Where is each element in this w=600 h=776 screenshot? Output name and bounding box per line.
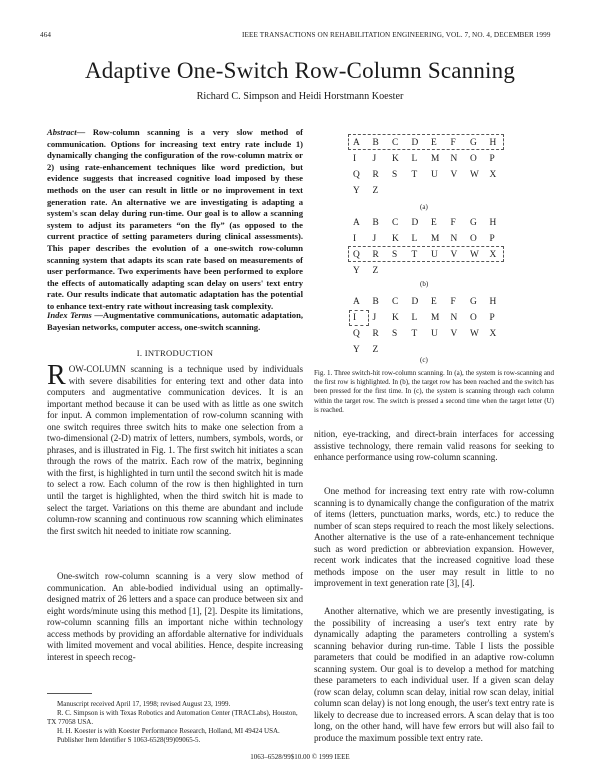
matrix-cell: E bbox=[431, 297, 437, 307]
matrix-cell: W bbox=[470, 250, 479, 260]
footnote-author-2: H. H. Koester is with Koester Performance Research, Holland, MI 49424 USA. bbox=[57, 727, 280, 736]
matrix-cell: P bbox=[489, 313, 495, 323]
page-number: 464 bbox=[40, 31, 52, 39]
matrix-cell: A bbox=[353, 138, 360, 148]
matrix-cell: R bbox=[372, 170, 379, 180]
matrix-cell: U bbox=[431, 329, 438, 339]
matrix-c bbox=[353, 294, 509, 358]
matrix-cell: S bbox=[392, 329, 398, 339]
right-paragraph-1: nition, eye-tracking, and direct-brain interfaces for accessing assistive technology, there remain valid reasons for seeking to enhance performance using row-column scanning. bbox=[314, 429, 554, 463]
matrix-row bbox=[353, 183, 509, 199]
footnotes bbox=[47, 700, 303, 745]
matrix-cell: V bbox=[450, 250, 458, 260]
matrix-cell: B bbox=[372, 297, 379, 307]
matrix-cell: C bbox=[392, 138, 399, 148]
matrix-cell: T bbox=[411, 329, 418, 339]
paper-title: Adaptive One-Switch Row-Column Scanning bbox=[84, 58, 516, 83]
author-line: Richard C. Simpson and Heidi Horstmann Koester bbox=[196, 91, 404, 102]
matrix-cell: Q bbox=[353, 170, 360, 180]
drop-cap: R bbox=[47, 360, 66, 391]
matrix-cell: G bbox=[470, 218, 477, 228]
footnote-rule bbox=[47, 693, 92, 694]
matrix-cell: I bbox=[353, 234, 357, 244]
matrix-cell: M bbox=[431, 154, 440, 164]
matrix-cell: V bbox=[450, 329, 458, 339]
matrix-cell: K bbox=[392, 234, 399, 244]
matrix-cell: H bbox=[489, 218, 497, 228]
copyright-line: 1063–6528/99$10.00 © 1999 IEEE bbox=[250, 753, 350, 761]
abstract-body: Row-column scanning is a very slow method of communication. Options for increasing text entry rate include 1) dynamically changing the configuration of the row-column matrix or 2) using rate-enhancement techniques like word prediction, but evidence suggests that increased cognitive load imposed by these methods on the user can result in little or no improvement in text generation rate. An alternative we are investigating is adapting a system's scan delay during run-time. Our goal is to allow a scanning system to adjust its parameters “on the fly” (as opposed to the current practice of setting parameters during clinical assessments). This paper describes the evolution of a one-switch row-column scanning system that adapts its scan rate based on measurements of user performance. Two experiments have been performed to explore the effects of automatically adapting scan delay on users' text entry rate. Our results indicate that automatic adaptation has the potential to enhance text-entry rate without increasing task complexity. bbox=[47, 127, 303, 311]
figure-label-a: (a) bbox=[420, 203, 428, 211]
footnote-author-1: R. C. Simpson is with Texas Robotics and Automation Center (TRACLabs), Houston, TX 77058 USA. bbox=[47, 709, 298, 727]
matrix-cell: X bbox=[489, 329, 497, 339]
matrix-cell: U bbox=[431, 250, 438, 260]
matrix-cell: M bbox=[431, 234, 440, 244]
matrix-cell: H bbox=[489, 297, 497, 307]
matrix-cell: R bbox=[372, 250, 379, 260]
figure-label-b: (b) bbox=[420, 280, 429, 288]
matrix-cell: Y bbox=[353, 345, 360, 355]
right-paragraph-2: One method for increasing text entry rate with row-column scanning is to dynamically change the configuration of the matrix of items (letters, punctuation marks, words, etc.) to reduce the number of scan steps required to reach the most likely selections. Another alternative is the use of a rate-enhancement technique such as word prediction or abbreviation expansion. However, recent work indicates that the increased cognitive load these methods impose on the user may result in little to no improvement in text generation rate [3], [4]. bbox=[314, 486, 554, 589]
index-terms-body: —Augmentative communications, automatic adaptation, Bayesian networks, computer access, one-switch scanning. bbox=[47, 310, 303, 332]
matrix-cell: R bbox=[372, 329, 379, 339]
matrix-cell: L bbox=[411, 234, 418, 244]
intro-paragraph-1 bbox=[47, 360, 303, 537]
matrix-cell: Y bbox=[353, 186, 360, 196]
abstract bbox=[47, 127, 303, 313]
matrix-cell: F bbox=[450, 297, 456, 307]
intro-paragraph-2: One-switch row-column scanning is a very slow method of communication. An able-bodied individual using an optimally-designed matrix of 26 letters and a space can produce between six and eight words/minute using this method [1], [2]. Despite its limitations, row-column scanning fills an important niche within technology access methods by providing an affordable alternative for individuals with limited movement and vocal abilities. Hence, despite increasing interest in speech recog- bbox=[47, 571, 303, 662]
matrix-cell: W bbox=[470, 329, 479, 339]
matrix-cell: O bbox=[470, 154, 477, 164]
matrix-row bbox=[353, 342, 509, 358]
matrix-cell: Z bbox=[372, 266, 379, 276]
matrix-cell: Y bbox=[353, 266, 360, 276]
matrix-cell: D bbox=[411, 138, 419, 148]
matrix-cell: J bbox=[372, 234, 377, 244]
matrix-cell: B bbox=[372, 138, 379, 148]
section-heading: I. INTRODUCTION bbox=[136, 348, 214, 358]
matrix-cell: A bbox=[353, 297, 360, 307]
matrix-row bbox=[353, 263, 509, 279]
intro-paragraph-1-text: OW-COLUMN scanning is a technique used by individuals with severe disabilities for entering text and other data into computers and augmentative communication devices. It is an important method because it can be used with as little as one switch for input. A common implementation of row-column scanning with one switch requires three switch hits to make one selection from a two-dimensional (2-D) matrix of letters, numbers, symbols, words, or phrases, and is illustrated in Fig. 1. The first switch hit initiates a scan through the rows of the matrix. Each row of the matrix, beginning with the first, is highlighted in turn until the second switch hit is made to select a row. Each column of the row is then highlighted in turn until the target is highlighted, when the third switch hit is made to select the target. Variations on this theme are abundant and include column-row scanning and continuous row scanning which eliminates the first switch hit needed to initiate row scanning. bbox=[47, 364, 303, 536]
index-terms-lead: Index Terms bbox=[47, 310, 92, 320]
row-highlight-a bbox=[348, 134, 504, 150]
matrix-cell: X bbox=[489, 170, 497, 180]
matrix-cell: H bbox=[489, 138, 497, 148]
right-paragraph-3: Another alternative, which we are presently investigating, is the possibility of increasing a user's text entry rate by dynamically adapting the parameters controlling a system's scanning behavior during run-time. Table I lists the possible parameters that could be modified in an adaptive row-column scanning system. Our goal is to develop a method for matching these parameters to each individual user. If a given scan delay (row scan delay, column scan delay, initial row scan delay, initial column scan delay) is not long enough, the user's text entry rate is likely to decrease due to increased errors. A scan delay that is too long, on the other hand, will have few errors but will also fail to produce the maximum possible text entry rate. bbox=[314, 606, 554, 744]
matrix-cell: Q bbox=[353, 329, 360, 339]
matrix-cell: N bbox=[450, 234, 458, 244]
matrix-cell: S bbox=[392, 250, 398, 260]
matrix-cell: X bbox=[489, 250, 497, 260]
matrix-cell: Q bbox=[353, 250, 360, 260]
journal-header: IEEE TRANSACTIONS ON REHABILITATION ENGINEERING, VOL. 7, NO. 4, DECEMBER 1999 bbox=[242, 31, 551, 39]
matrix-cell: E bbox=[431, 218, 437, 228]
matrix-cell: O bbox=[470, 313, 477, 323]
matrix-cell: G bbox=[470, 138, 477, 148]
matrix-cell: J bbox=[372, 154, 377, 164]
matrix-cell: I bbox=[353, 154, 357, 164]
matrix-cell: P bbox=[489, 234, 495, 244]
matrix-cell: G bbox=[470, 297, 477, 307]
matrix-cell: T bbox=[411, 170, 418, 180]
matrix-cell: T bbox=[411, 250, 418, 260]
matrix-row bbox=[353, 310, 509, 326]
matrix-cell: L bbox=[411, 154, 418, 164]
matrix-cell: N bbox=[450, 313, 458, 323]
matrix-cell: O bbox=[470, 234, 477, 244]
matrix-cell: P bbox=[489, 154, 495, 164]
matrix-row bbox=[353, 167, 509, 183]
matrix-cell: L bbox=[411, 313, 418, 323]
figure-1 bbox=[340, 130, 550, 370]
matrix-cell: Z bbox=[372, 186, 379, 196]
matrix-row bbox=[353, 231, 509, 247]
matrix-cell: S bbox=[392, 170, 398, 180]
footnote-manuscript: Manuscript received April 17, 1998; revised August 23, 1999. bbox=[57, 700, 231, 708]
matrix-cell: J bbox=[372, 313, 377, 323]
matrix-row bbox=[353, 215, 509, 231]
matrix-cell: V bbox=[450, 170, 458, 180]
row-highlight-b bbox=[348, 246, 504, 262]
index-terms bbox=[47, 310, 303, 333]
matrix-row bbox=[353, 326, 509, 342]
matrix-cell: D bbox=[411, 297, 419, 307]
column-highlight-c bbox=[349, 310, 369, 326]
matrix-cell: W bbox=[470, 170, 479, 180]
matrix-cell: K bbox=[392, 154, 399, 164]
abstract-lead: Abstract— bbox=[47, 127, 86, 137]
matrix-cell: B bbox=[372, 218, 379, 228]
matrix-cell: A bbox=[353, 218, 360, 228]
matrix-cell: E bbox=[431, 138, 437, 148]
matrix-cell: D bbox=[411, 218, 419, 228]
matrix-cell: M bbox=[431, 313, 440, 323]
figure-label-c: (c) bbox=[420, 356, 428, 364]
matrix-cell: F bbox=[450, 138, 456, 148]
matrix-row bbox=[353, 294, 509, 310]
matrix-cell: K bbox=[392, 313, 399, 323]
footnote-publisher-id: Publisher Item Identifier S 1063-6528(99)09065-5. bbox=[57, 736, 201, 745]
matrix-cell: C bbox=[392, 218, 399, 228]
figure-caption: Fig. 1. Three switch-hit row-column scanning. In (a), the system is row-scanning and the first row is highlighted. In (b), the target row has been reached and the switch has been pressed for the first time. In (c), the system is scanning through each column within the target row. The switch is pressed a second time when the target letter (U) is reached. bbox=[314, 369, 554, 414]
matrix-cell: I bbox=[353, 313, 357, 323]
matrix-cell: C bbox=[392, 297, 399, 307]
matrix-cell: N bbox=[450, 154, 458, 164]
matrix-cell: U bbox=[431, 170, 438, 180]
matrix-cell: Z bbox=[372, 345, 379, 355]
matrix-cell: F bbox=[450, 218, 456, 228]
matrix-row bbox=[353, 151, 509, 167]
